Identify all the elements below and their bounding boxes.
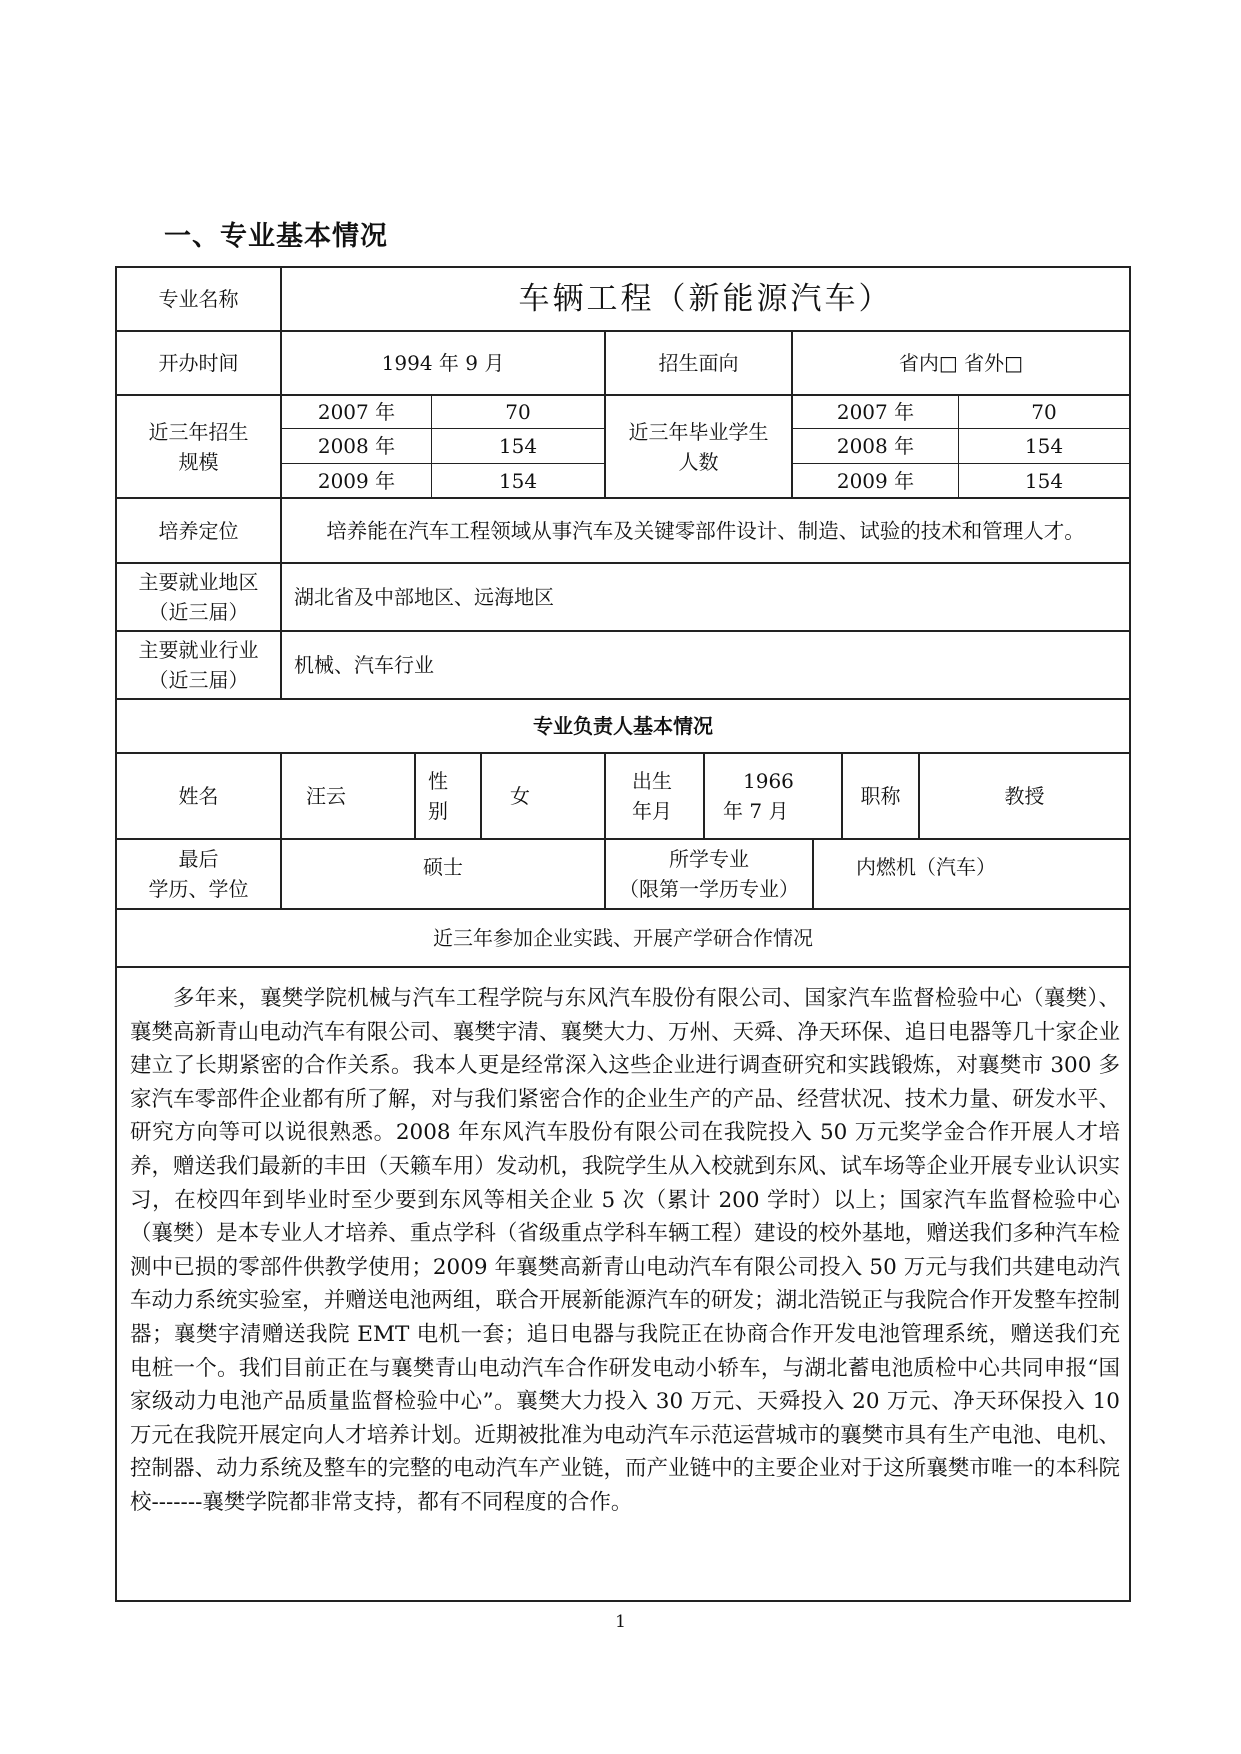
gender-label-line2: 别	[428, 799, 448, 823]
degree-label	[117, 840, 280, 908]
practice-label: 近三年参加企业实践、开展产学研合作情况	[433, 926, 813, 950]
recruit-scope-value: 省内□ 省外□	[898, 351, 1024, 375]
birth-label-line1: 出生	[632, 769, 672, 793]
degree-label-line1: 最后	[178, 847, 219, 871]
region-label-line1: 主要就业地区	[138, 570, 259, 594]
major-name-label: 专业名称	[158, 287, 239, 311]
region-label-line2: （近三届）	[148, 600, 249, 624]
page-number: 1	[615, 1612, 626, 1632]
study-major-label-line1: 所学专业	[669, 847, 749, 871]
name-label: 姓名	[178, 784, 219, 808]
enroll-label-line2: 规模	[178, 449, 219, 474]
start-time-value: 1994 年 9 月	[381, 351, 505, 375]
table-line	[115, 966, 1131, 968]
industry-label-line1: 主要就业行业	[138, 638, 259, 662]
grad-label	[606, 396, 791, 497]
grad-year: 2008 年	[836, 434, 915, 458]
goal-label: 培养定位	[158, 518, 239, 543]
title-label: 职称	[860, 784, 901, 808]
birth-value	[705, 754, 841, 838]
grad-label-line2: 人数	[678, 449, 719, 474]
enroll-year: 2009 年	[317, 468, 396, 493]
birth-label-line2: 年月	[632, 799, 672, 823]
grad-label-line1: 近三年毕业学生	[628, 419, 769, 444]
enroll-count: 70	[505, 400, 531, 424]
enroll-year: 2007 年	[317, 400, 396, 424]
degree-value: 硕士	[423, 855, 463, 879]
birth-label	[606, 754, 703, 838]
grad-count: 154	[1024, 434, 1064, 458]
industry-value: 机械、汽车行业	[294, 653, 434, 677]
gender-value: 女	[510, 784, 530, 808]
region-label	[117, 564, 280, 630]
section-title: 一、专业基本情况	[164, 221, 388, 252]
major-name-value: 车辆工程（新能源汽车）	[518, 281, 893, 317]
table-line	[115, 1600, 1131, 1602]
grad-year: 2007 年	[836, 400, 915, 424]
leader-section-label: 专业负责人基本情况	[533, 714, 713, 738]
enroll-label-line1: 近三年招生	[148, 419, 249, 444]
grad-count: 70	[1031, 400, 1057, 424]
start-time-label: 开办时间	[158, 351, 239, 375]
degree-label-line2: 学历、学位	[148, 877, 249, 901]
goal-value: 培养能在汽车工程领域从事汽车及关键零部件设计、制造、试验的技术和管理人才。	[326, 518, 1085, 543]
birth-value-line2: 年 7 月	[723, 799, 789, 823]
study-major-value: 内燃机（汽车）	[856, 855, 996, 879]
study-major-label-line2: （限第一学历专业）	[619, 877, 799, 901]
enroll-count: 154	[498, 468, 538, 493]
gender-label	[416, 754, 480, 838]
enroll-label	[117, 396, 280, 497]
table-line	[1129, 266, 1131, 1602]
enroll-count: 154	[498, 434, 538, 458]
industry-label	[117, 632, 280, 698]
study-major-label	[606, 840, 812, 908]
enroll-year: 2008 年	[317, 434, 396, 458]
region-value: 湖北省及中部地区、远海地区	[294, 585, 554, 609]
grad-count: 154	[1024, 468, 1064, 493]
name-value: 汪云	[306, 784, 346, 808]
industry-label-line2: （近三届）	[148, 668, 249, 692]
gender-label-line1: 性	[428, 769, 448, 793]
birth-value-line1: 1966	[743, 769, 794, 793]
title-value: 教授	[1004, 784, 1045, 808]
recruit-scope-label: 招生面向	[658, 351, 739, 375]
practice-text: 多年来，襄樊学院机械与汽车工程学院与东风汽车股份有限公司、国家汽车监督检验中心（襄樊）、襄樊高新青山电动汽车有限公司、襄樊宇清、襄樊大力、万州、天舜、净天环保、追日电器等几十家企业建立了长期紧密的合作关系。我本人更是经常深入这些企业进行调查研究和实践锻炼，对襄樊市 300 多家汽车零部件企业都有所了解，对与我们紧密合作的企业生产的产品、经营状况、技术力量、研发水平、研究方向等可以说很熟悉。2008 年东风汽车股份有限公司在我院投入 50 万元奖学金合作开展人才培养，赠送我们最新的丰田（天籁车用）发动机，我院学生从入校就到东风、试车场等企业开展专业认识实习，在校四年到毕业时至少要到东风等相关企业 5 次（累计 200 学时）以上；国家汽车监督检验中心（襄樊）是本专业人才培养、重点学科（省级重点学科车辆工程）建设的校外基地，赠送我们多种汽车检测中已损的零部件供教学使用；2009 年襄樊高新青山电动汽车有限公司投入 50 万元与我们共建电动汽车动力系统实验室，并赠送电池两组，联合开展新能源汽车的研发；湖北浩锐正与我院合作开发整车控制器；襄樊宇清赠送我院 EMT 电机一套；追日电器与我院正在协商合作开发电池管理系统，赠送我们充电桩一个。我们目前正在与襄樊青山电动汽车合作研发电动小轿车，与湖北蓄电池质检中心共同申报“国家级动力电池产品质量监督检验中心”。襄樊大力投入 30 万元、天舜投入 20 万元、净天环保投入 10 万元在我院开展定向人才培养计划。近期被批准为电动汽车示范运营城市的襄樊市具有生产电池、电机、控制器、动力系统及整车的完整的电动汽车产业链，而产业链中的主要企业对于这所襄樊市唯一的本科院校-------襄樊学院都非常支持，都有不同程度的合作。	[130, 986, 1120, 1515]
grad-year: 2009 年	[836, 468, 915, 493]
